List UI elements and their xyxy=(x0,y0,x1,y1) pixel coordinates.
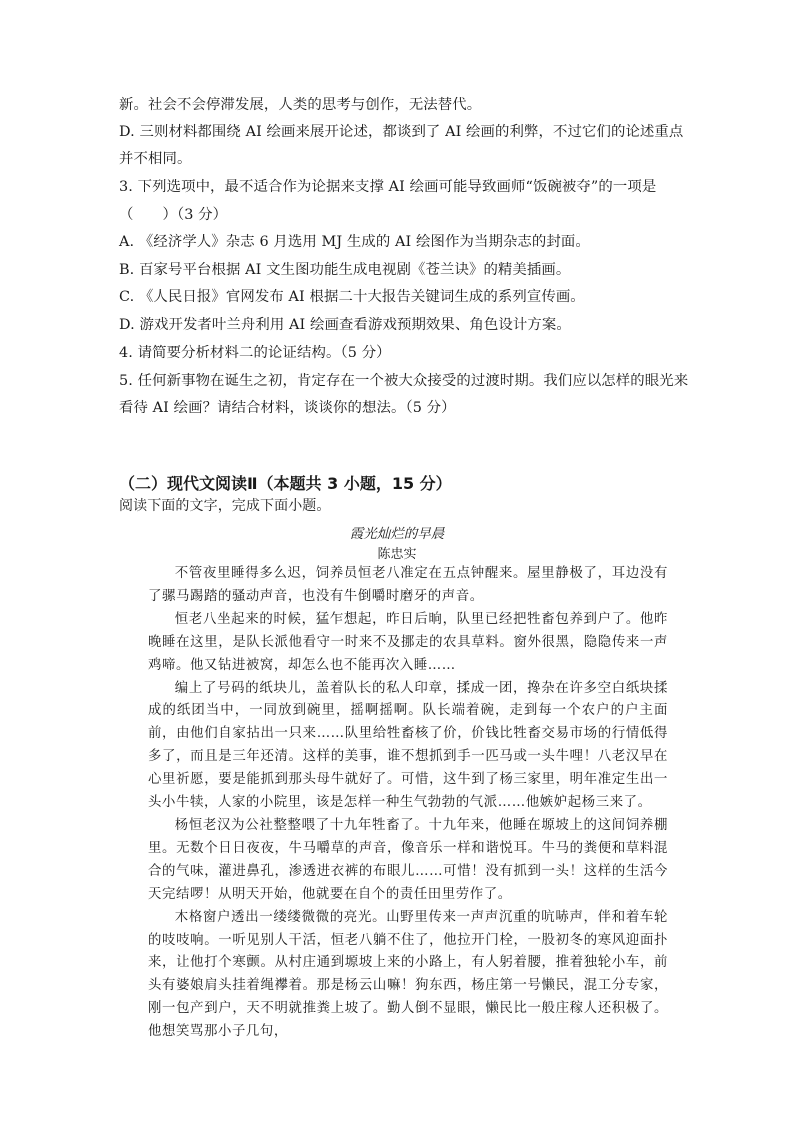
question-5: 5. 任何新事物在诞生之初，肯定存在一个被大众接受的过渡时期。我们应以怎样的眼光来 xyxy=(119,373,689,389)
paragraph: 木格窗户透出一缕缕微微的亮光。山野里传来一声声沉重的吭哧声，伴和着车轮的吱吱响。一听见别人干活，恒老八躺不住了，他拉开门栓，一股初冬的寒风迎面扑来，让他打个寒颤。从村庄通到塬坡上来的小路上，有人躬着腰，推着独轮小车，前头有婆娘肩头挂着绳襻着。那是杨云山嘛！狗东西，杨庄第一号懒民，混工分专家，刚一包产到户，天不明就推粪上坡了。勤人倒不显眼，懒民比一般庄稼人还积极了。他想笑骂那小子几句， xyxy=(148,909,668,1040)
text-line: D. 三则材料都围绕 AI 绘画来展开论述，都谈到了 AI 绘画的利弊，不过它们的论述重点 xyxy=(119,124,684,140)
paragraph: 杨恒老汉为公社整整喂了十九年牲畜了。十九年来，他睡在塬坡上的这间饲养棚里。无数个日日夜夜，牛马嚼草的声音，像音乐一样和谐悦耳。牛马的粪便和草料混合的气味，灌进鼻孔，渗透进衣裤的布眼儿……可惜！没有抓到一头！这样的生活今天完结啰！从明天开始，他就要在自个的责任田里劳作了。 xyxy=(148,817,668,902)
text-line: 看待 AI 绘画？请结合材料，谈谈你的想法。（5 分） xyxy=(119,400,456,416)
question-4: 4. 请简要分析材料二的论证结构。（5 分） xyxy=(119,345,391,361)
article-title: 霞光灿烂的早晨 xyxy=(349,526,445,542)
option-b: B. 百家号平台根据 AI 文生图功能生成电视剧《苍兰诀》的精美插画。 xyxy=(119,262,571,278)
text-line: 新。社会不会停滞发展，人类的思考与创作，无法替代。 xyxy=(119,97,482,113)
text-line: 并不相同。 xyxy=(119,151,192,167)
paragraph: 不管夜里睡得多么迟，饲养员恒老八准定在五点钟醒来。屋里静极了，耳边没有了骡马踢踏的骚动声音，也没有牛倒嚼时磨牙的声音。 xyxy=(148,566,668,604)
section-instruction: 阅读下面的文字，完成下面小题。 xyxy=(119,498,331,514)
option-c: C. 《人民日报》官网发布 AI 根据二十大报告关键词生成的系列宣传画。 xyxy=(119,289,585,305)
article-body xyxy=(148,563,668,1044)
article-author: 陈忠实 xyxy=(377,547,417,562)
paragraph: 恒老八坐起来的时候，猛乍想起，昨日后晌，队里已经把牲畜包养到户了。他昨晚睡在这里，是队长派他看守一时来不及挪走的农具草料。窗外很黑，隐隐传来一声鸡啼。他又钻进被窝，却怎么也不能再次入睡…… xyxy=(148,611,668,673)
option-d: D. 游戏开发者叶兰舟利用 AI 绘画查看游戏预期效果、角色设计方案。 xyxy=(119,317,571,333)
option-a: A. 《经济学人》杂志 6 月选用 MJ 生成的 AI 绘图作为当期杂志的封面。 xyxy=(119,234,590,250)
answer-blank: （ ）（3 分） xyxy=(119,207,228,223)
question-3: 3. 下列选项中，最不适合作为论据来支撑 AI 绘画可能导致画师“饭碗被夺”的一项是 xyxy=(119,179,657,195)
paragraph: 编上了号码的纸块儿，盖着队长的私人印章，揉成一团，搀杂在许多空白纸块揉成的纸团当中，一同放到碗里，摇啊摇啊。队长端着碗，走到每一个农户的户主面前，由他们自家拈出一只来……队里给牲畜核了价，价钱比牲畜交易市场的行情低得多了，而且是三年还清。这样的美事，谁不想抓到手一匹马或一头牛哩！八老汉早在心里祈愿，要是能抓到那头母牛就好了。可惜，这牛到了杨三家里，明年准定生出一头小牛犊，人家的小院里，该是怎样一种生气勃勃的气派……他嫉妒起杨三来了。 xyxy=(148,680,668,811)
section-heading: （二）现代文阅读Ⅱ（本题共 3 小题，15 分） xyxy=(119,474,452,493)
